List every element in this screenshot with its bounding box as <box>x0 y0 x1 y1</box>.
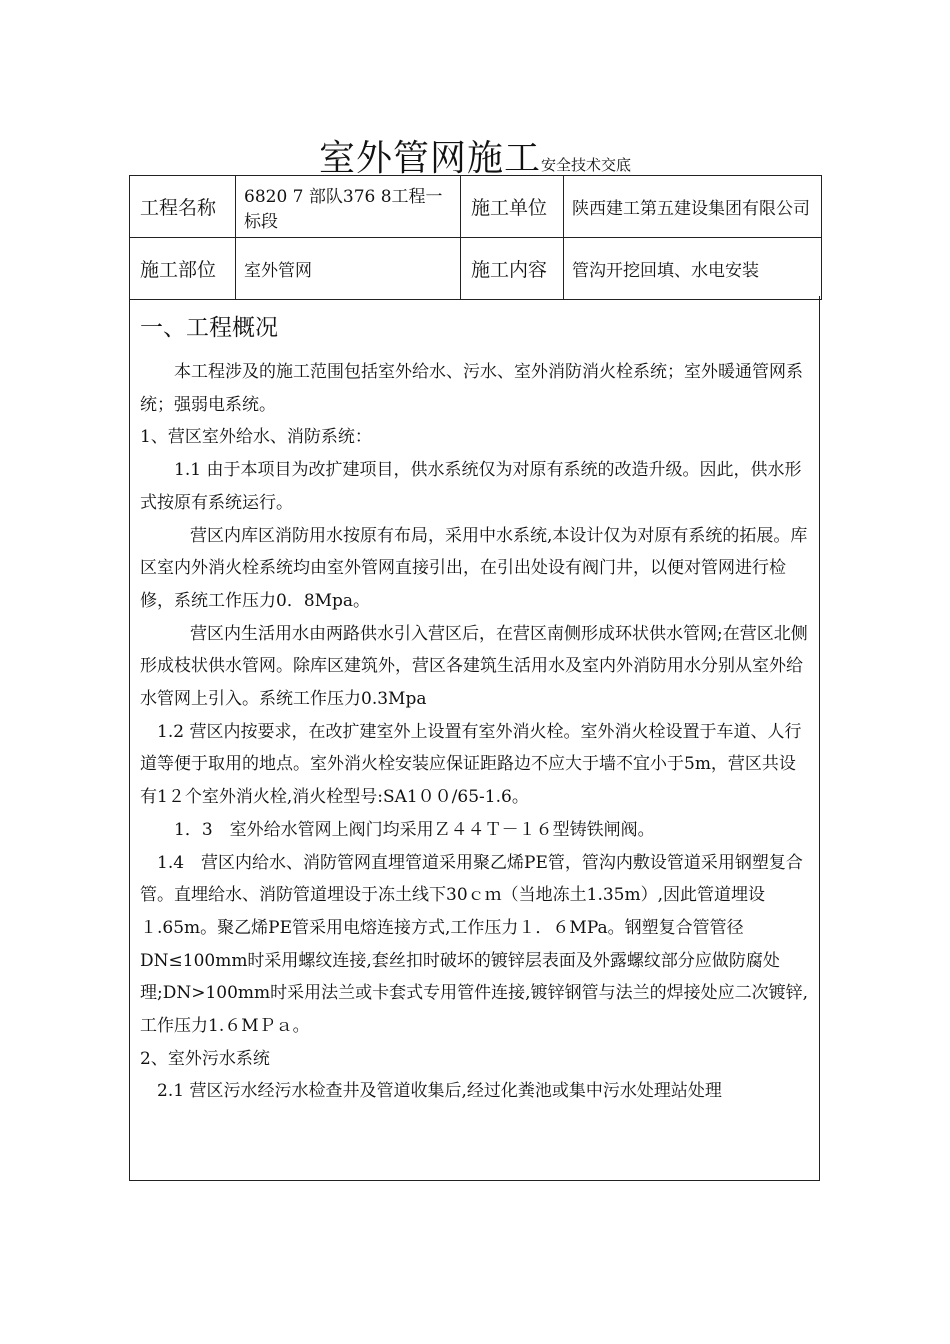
content-value: 管沟开挖回填、水电安装 <box>564 238 822 300</box>
part-value: 室外管网 <box>236 238 461 300</box>
title-main: 室外管网施工 <box>318 138 541 179</box>
content-label: 施工内容 <box>461 238 564 300</box>
info-table <box>129 175 822 300</box>
paragraph-1-3: 1．3 室外给水管网上阀门均采用Ｚ４４Ｔ－１６型铸铁闸阀。 <box>174 819 655 840</box>
paragraph-2-1: 2.1 营区污水经污水检查井及管道收集后,经过化粪池或集中污水处理站处理 <box>157 1081 722 1102</box>
section-heading: 一、工程概况 <box>140 315 278 341</box>
part-label: 施工部位 <box>130 238 236 300</box>
builder-label: 施工单位 <box>461 176 564 238</box>
paragraph-domestic-water: 营区内生活用水由两路供水引入营区后，在营区南侧形成环状供水管网;在营区北侧形成枝状供水管网。除库区建筑外，营区各建筑生活用水及室内外消防用水分别从室外给水管网上引入。系统工作压力0.3Mpa <box>140 623 808 710</box>
project-name-label: 工程名称 <box>130 176 236 238</box>
body-section <box>129 296 820 1181</box>
subheading-water-fire: 1、营区室外给水、消防系统： <box>140 427 372 448</box>
document-title <box>0 130 950 181</box>
builder-value: 陕西建工第五建设集团有限公司 <box>564 176 822 238</box>
paragraph-1-1: 1.1 由于本项目为改扩建项目，供水系统仅为对原有系统的改造升级。因此，供水形式按原有系统运行。 <box>140 460 802 513</box>
subheading-sewage: 2、室外污水系统 <box>140 1048 270 1069</box>
project-name-value: 6820 7 部队376 8工程一标段 <box>236 176 461 238</box>
paragraph-1-4: 1.4 营区内给水、消防管网直埋管道采用聚乙烯PE管，管沟内敷设管道采用钢塑复合管。直埋给水、消防管道埋设于冻土线下30ｃｍ（当地冻土1.35m）,因此管道埋设１.65m。聚乙烯PE管采用电熔连接方式,工作压力１．６MPa。钢塑复合管管径DN≤100mm时采用螺纹连接,套丝扣时破坏的镀锌层表面及外露螺纹部分应做防腐处理;DN>100mm时采用法兰或卡套式专用管件连接,镀锌钢管与法兰的焊接处应二次镀锌,工作压力1.６MＰａ。 <box>140 852 808 1037</box>
paragraph-overview: 本工程涉及的施工范围包括室外给水、污水、室外消防消火栓系统；室外暖通管网系统；强弱电系统。 <box>140 362 803 415</box>
title-sub: 安全技术交底 <box>541 156 632 174</box>
paragraph-fire-water: 营区内库区消防用水按原有布局，采用中水系统,本设计仅为对原有系统的拓展。库区室内外消火栓系统均由室外管网直接引出，在引出处设有阀门井，以便对管网进行检修，系统工作压力0．8Mpa。 <box>140 525 808 611</box>
paragraph-1-2: 1.2 营区内按要求，在改扩建室外上设置有室外消火栓。室外消火栓设置于车道、人行道等便于取用的地点。室外消火栓安装应保证距路边不应大于墙不宜小于5m，营区共设有1２个室外消火栓,消火栓型号:SA1００/65-1.6。 <box>140 721 802 808</box>
